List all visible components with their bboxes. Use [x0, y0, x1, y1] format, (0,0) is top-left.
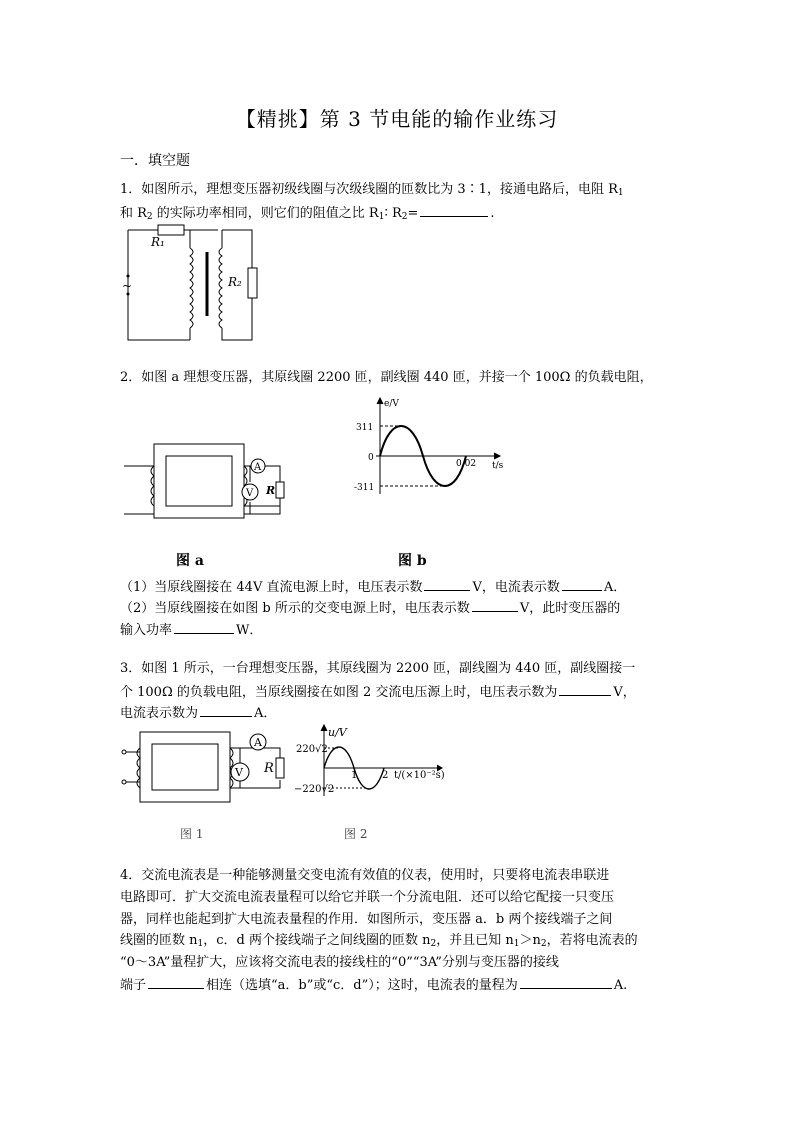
load-resistor-label: R: [264, 761, 274, 776]
q2-line1: 2．如图 a 理想变压器，其原线圈 2200 匝，副线圈 440 匝，并接一个 100Ω 的负载电阻，: [120, 370, 653, 385]
q1-text: ∶ R: [384, 206, 402, 221]
q4-sub: 1: [513, 939, 520, 949]
load-resistor-label: R: [266, 484, 276, 497]
q3-line3: [120, 702, 276, 724]
q1-line1: [120, 180, 624, 203]
ac-source-icon: ~: [122, 279, 133, 293]
graph-y-label: u/V: [328, 726, 347, 739]
q2-transformer-figure: [120, 438, 300, 528]
q3-line1: 3．如图 1 所示，一台理想变压器，其原线圈为 2200 匝，副线圈为 440 匝，副线圈接一: [120, 661, 636, 676]
answer-blank[interactable]: [174, 619, 234, 634]
graph-t2: 2: [382, 770, 389, 781]
q1-sub: 2: [146, 212, 153, 222]
answer-blank[interactable]: [562, 576, 602, 591]
q1-sub: 2: [401, 212, 408, 222]
ammeter-icon: A: [254, 462, 262, 473]
graph-t1: 1: [351, 770, 358, 781]
q3-text: 个 100Ω 的负载电阻，当原线圈接在如图 2 交流电压源上时，电压表示数为: [120, 685, 558, 700]
answer-blank[interactable]: [559, 681, 611, 696]
q4-text: 相连（选填“a．b”或“c．d”）；这时，电流表的量程为: [206, 978, 518, 993]
q2-text: W．: [236, 623, 263, 638]
q2-text: V，电流表示数: [472, 580, 560, 595]
q2-text: （2）当原线圈接在如图 b 所示的交变电源上时，电压表示数: [120, 601, 470, 616]
answer-blank[interactable]: [424, 576, 470, 591]
q1-text: =: [407, 206, 419, 221]
q4-sub: 2: [430, 939, 437, 949]
q2-sub2-cont: [120, 619, 262, 641]
q1-text: 的实际功率相同，则它们的阻值之比 R: [152, 206, 379, 221]
q1-sub: 1: [378, 212, 385, 222]
graph-xtick: 0.02: [456, 459, 477, 469]
q4-text: 线圈的匝数 n: [120, 933, 198, 948]
q2-text: A．: [603, 580, 627, 595]
q4-line4: [120, 931, 638, 954]
r1-label: R₁: [151, 235, 165, 249]
graph-y-label: e/V: [384, 399, 399, 409]
q4-text: A.: [613, 978, 628, 993]
q4-line5: “0～3A”量程扩大，应该将交流电表的接线柱的“0”“3A”分别与变压器的接线: [120, 955, 559, 970]
graph-ymax: 311: [356, 423, 374, 433]
fig-1-caption: 图 1: [180, 827, 204, 841]
q4-line1: 4．交流电流表是一种能够测量交变电流有效值的仪表，使用时，只要将电流表串联进: [120, 868, 610, 883]
q4-line2: 电路即可．扩大交流电流表量程可以给它并联一个分流电阻．还可以给它配接一只变压: [120, 890, 615, 905]
q1-text: .: [490, 206, 495, 221]
answer-blank[interactable]: [520, 974, 612, 989]
answer-blank[interactable]: [148, 974, 204, 989]
graph-x-label: t/(×10⁻²s): [394, 770, 445, 781]
q1-sub: 1: [617, 188, 624, 198]
graph-x-label: t/s: [492, 461, 504, 471]
q4-text: ＞n: [519, 933, 541, 948]
q3-text: 电流表示数为: [120, 706, 199, 721]
q2-text: V，此时变压器的: [519, 601, 621, 616]
q3-line2: [120, 681, 636, 703]
q3-text: V，: [613, 685, 636, 700]
q2-sub1: [120, 576, 626, 598]
ammeter-icon: A: [254, 736, 262, 749]
answer-blank[interactable]: [200, 702, 252, 717]
graph-ymin: -311: [354, 483, 375, 493]
q4-line3: 器，同样也能起到扩大电流表量程的作用．如图所示，变压器 a．b 两个接线端子之间: [120, 912, 613, 927]
fig-2-caption: 图 2: [344, 827, 368, 841]
q1-circuit-figure: [118, 224, 278, 346]
q1-text: 1．如图所示，理想变压器初级线圈与次级线圈的匝数比为 3∶1，接通电路后，电阻 R: [120, 182, 618, 197]
q2-text: （1）当原线圈接在 44V 直流电源上时，电压表示数: [120, 580, 423, 595]
r2-label: R₂: [228, 275, 242, 289]
q2-voltage-graph: [350, 394, 510, 500]
q3-voltage-graph: [294, 722, 454, 800]
q2-text: 输入功率: [120, 623, 173, 638]
graph-ymax: 220√2: [296, 744, 328, 755]
answer-blank[interactable]: [420, 202, 488, 217]
q4-text: ，若将电流表的: [546, 933, 638, 948]
q2-sub2: [120, 597, 620, 619]
page-title: 【精挑】第 3 节电能的输作业练习: [235, 107, 559, 131]
q3-text: A．: [254, 706, 277, 721]
section-heading: 一．填空题: [120, 153, 190, 169]
q1-text: 和 R: [120, 206, 147, 221]
graph-ymin: −220√2: [294, 784, 335, 795]
q4-line6: [120, 974, 627, 996]
voltmeter-icon: V: [235, 766, 243, 779]
q4-text: ，并且已知 n: [436, 933, 514, 948]
fig-a-caption: 图 a: [176, 553, 204, 569]
q3-transformer-figure: [120, 728, 292, 806]
q4-sub: 1: [197, 939, 204, 949]
answer-blank[interactable]: [472, 597, 518, 612]
voltmeter-icon: V: [246, 488, 254, 499]
graph-origin: 0: [368, 453, 374, 463]
q4-sub: 2: [540, 939, 547, 949]
fig-b-caption: 图 b: [398, 553, 427, 569]
q4-text: 端子: [120, 978, 147, 993]
q4-text: ，c．d 两个接线端子之间线圈的匝数 n: [203, 933, 431, 948]
